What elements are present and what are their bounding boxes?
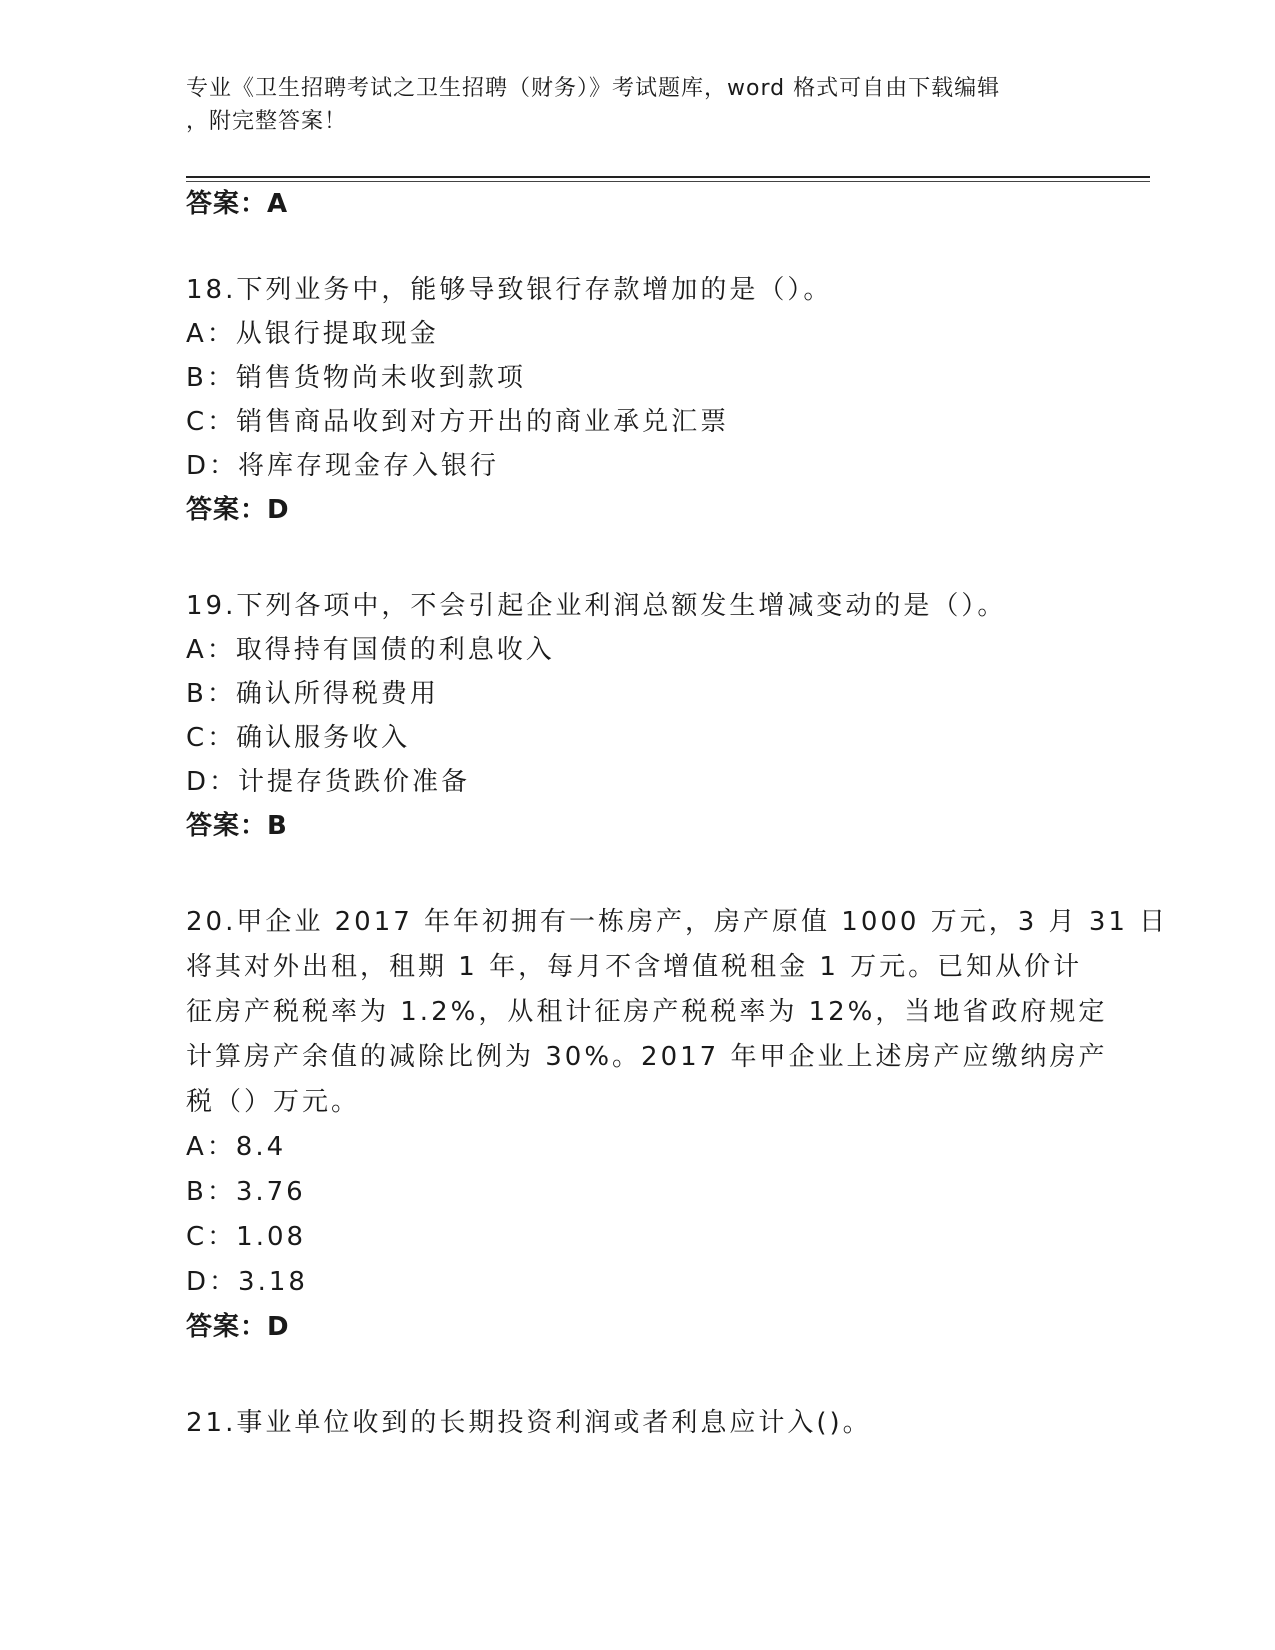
header-divider-thin [186, 181, 1150, 182]
question-19-option-d: D：计提存货跌价准备 [186, 767, 471, 797]
question-18-option-a: A：从银行提取现金 [186, 319, 439, 349]
question-20-stem-line-1: 20.甲企业 2017 年年初拥有一栋房产，房产原值 1000 万元，3 月 31 日 [186, 907, 1169, 937]
document-header [186, 72, 1066, 138]
question-20-option-a: A：8.4 [186, 1132, 287, 1162]
question-20-option-d: D：3.18 [186, 1267, 308, 1297]
question-20-stem-line-3: 征房产税税率为 1.2%，从租计征房产税税率为 12%，当地省政府规定 [186, 997, 1108, 1027]
header-divider-thick [186, 176, 1150, 178]
question-19-answer: 答案：B [186, 811, 288, 841]
question-18-answer: 答案：D [186, 495, 290, 525]
question-20-option-b: B：3.76 [186, 1177, 306, 1207]
question-20-stem-line-5: 税（）万元。 [186, 1087, 361, 1117]
question-19-option-b: B：确认所得税费用 [186, 679, 439, 709]
header-line-1: 专业《卫生招聘考试之卫生招聘（财务）》考试题库，word 格式可自由下载编辑 [186, 76, 1001, 101]
question-19-option-a: A：取得持有国债的利息收入 [186, 635, 555, 665]
answer-previous: 答案：A [186, 189, 289, 219]
question-20-stem-line-4: 计算房产余值的减除比例为 30%。2017 年甲企业上述房产应缴纳房产 [186, 1042, 1108, 1072]
question-18-option-c: C：销售商品收到对方开出的商业承兑汇票 [186, 407, 730, 437]
question-18-option-d: D：将库存现金存入银行 [186, 451, 500, 481]
question-20-option-c: C：1.08 [186, 1222, 307, 1252]
question-21-stem: 21.事业单位收到的长期投资利润或者利息应计入()。 [186, 1408, 872, 1438]
question-20-stem-line-2: 将其对外出租，租期 1 年，每月不含增值税租金 1 万元。已知从价计 [186, 952, 1083, 982]
question-18-option-b: B：销售货物尚未收到款项 [186, 363, 526, 393]
header-line-2: ，附完整答案！ [186, 109, 348, 134]
question-19-stem: 19.下列各项中，不会引起企业利润总额发生增减变动的是（）。 [186, 591, 1007, 621]
question-20-answer: 答案：D [186, 1312, 290, 1342]
question-19-option-c: C：确认服务收入 [186, 723, 411, 753]
question-18-stem: 18.下列业务中，能够导致银行存款增加的是（）。 [186, 275, 833, 305]
